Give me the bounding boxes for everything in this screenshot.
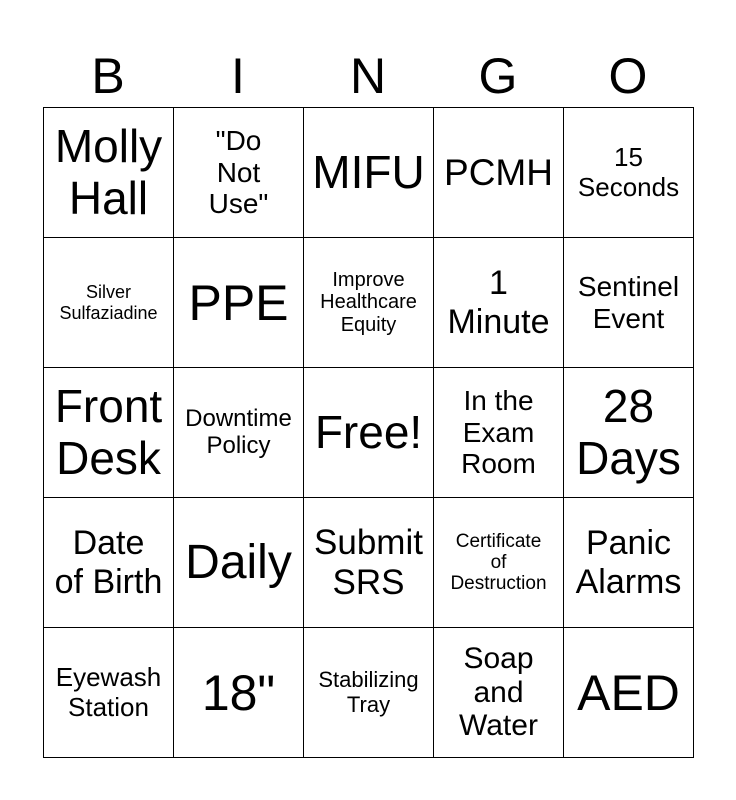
bingo-cell[interactable] (434, 368, 564, 498)
board-row (44, 108, 694, 238)
bingo-cell[interactable] (174, 368, 304, 498)
board-row (44, 238, 694, 368)
cell-label: AED (577, 664, 680, 721)
bingo-cell[interactable] (434, 108, 564, 238)
cell-label: Molly Hall (54, 119, 163, 224)
cell-label: In the Exam Room (461, 385, 536, 480)
bingo-cell[interactable] (174, 238, 304, 368)
cell-label: Submit SRS (314, 523, 423, 602)
cell-label: PPE (188, 274, 289, 331)
cell-label: Eyewash Station (55, 662, 162, 722)
header-letter-g: G (478, 48, 518, 104)
free-space-cell[interactable] (304, 368, 434, 498)
cell-label: "Do Not Use" (208, 125, 269, 220)
bingo-cell[interactable] (44, 368, 174, 498)
bingo-board (43, 107, 694, 758)
cell-label: 1 Minute (447, 264, 550, 341)
header-letter-n: N (349, 48, 387, 104)
header-letter-i: I (231, 48, 245, 104)
cell-label: Front Desk (54, 379, 163, 484)
cell-label: Sentinel Event (577, 271, 680, 334)
bingo-cell[interactable] (44, 238, 174, 368)
bingo-cell[interactable] (44, 498, 174, 628)
cell-label: Silver Sulfaziadine (59, 282, 158, 323)
board-row (44, 628, 694, 758)
bingo-cell[interactable] (304, 628, 434, 758)
bingo-cell[interactable] (304, 108, 434, 238)
bingo-cell[interactable] (564, 108, 694, 238)
cell-label: Soap and Water (459, 642, 538, 743)
cell-label: 28 Days (576, 379, 681, 484)
bingo-cell[interactable] (44, 108, 174, 238)
bingo-cell[interactable] (44, 628, 174, 758)
bingo-cell[interactable] (564, 368, 694, 498)
cell-label: Improve Healthcare Equity (320, 268, 417, 336)
bingo-cell[interactable] (174, 628, 304, 758)
board-row (44, 498, 694, 628)
header-letter-o: O (608, 48, 648, 104)
cell-label: 18" (201, 664, 276, 721)
cell-label: 15 Seconds (577, 142, 680, 202)
bingo-cell[interactable] (434, 628, 564, 758)
cell-label: Downtime Policy (185, 404, 292, 459)
cell-label: Date of Birth (54, 524, 163, 601)
cell-label: Panic Alarms (575, 524, 682, 601)
bingo-header (43, 44, 693, 108)
bingo-cell[interactable] (174, 108, 304, 238)
bingo-cell[interactable] (564, 498, 694, 628)
bingo-cell[interactable] (174, 498, 304, 628)
bingo-cell[interactable] (304, 498, 434, 628)
free-space-label: Free! (314, 405, 423, 458)
bingo-cell[interactable] (564, 628, 694, 758)
cell-label: MIFU (312, 145, 425, 198)
board-row (44, 368, 694, 498)
bingo-cell[interactable] (564, 238, 694, 368)
cell-label: PCMH (444, 151, 553, 193)
header-letter-b: B (91, 48, 125, 104)
bingo-cell[interactable] (434, 238, 564, 368)
cell-label: Stabilizing Tray (318, 666, 419, 717)
bingo-cell[interactable] (434, 498, 564, 628)
bingo-cell[interactable] (304, 238, 434, 368)
cell-label: Certificate of Destruction (450, 530, 547, 595)
cell-label: Daily (185, 535, 292, 589)
